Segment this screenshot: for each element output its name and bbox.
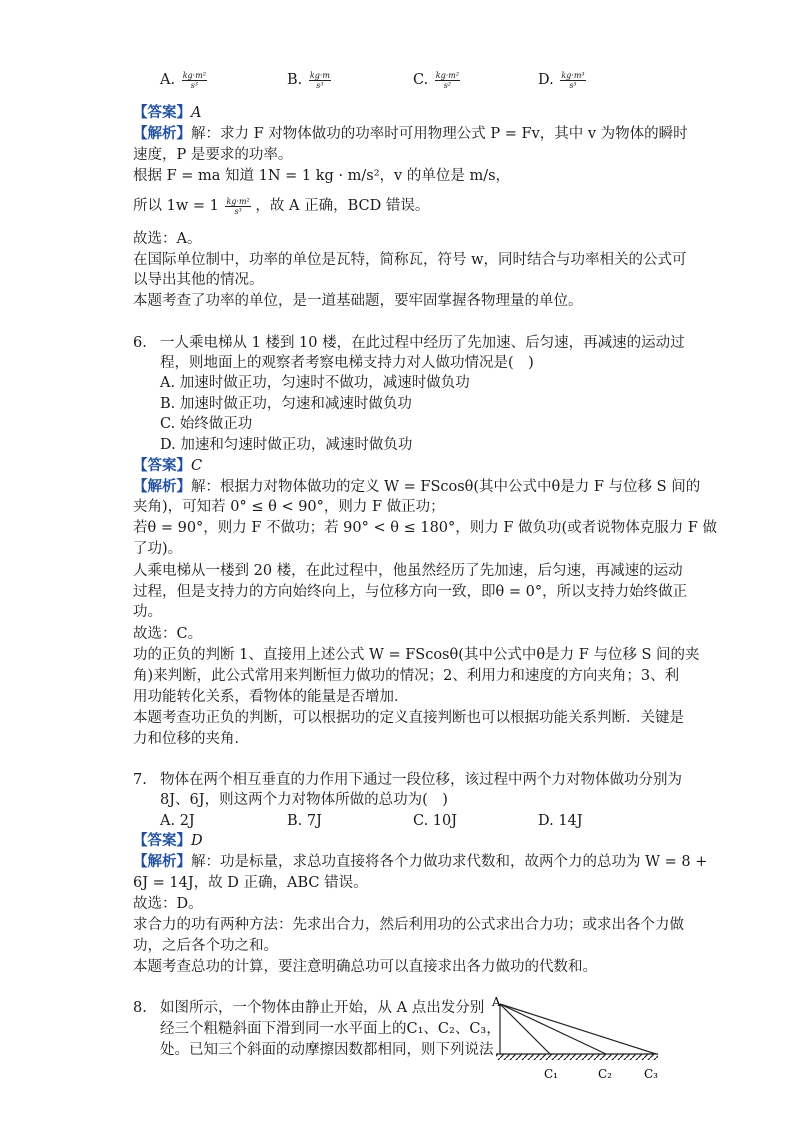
q6-analysis-line-2: 夹角)，可知若 0° ≤ θ < 90°，则力 F 做正功；: [133, 499, 445, 515]
q5-note-line-2: 以导出其他的情况。: [133, 272, 264, 288]
q6-option-c: C. 始终做正功: [160, 416, 253, 432]
q8-stem-line-2: 经三个粗糙斜面下滑到同一水平面上的C₁、C₂、C₃，: [160, 1021, 501, 1037]
q8-stem-line-3: 处。已知三个斜面的动摩擦因数都相同，则下列说法: [160, 1042, 494, 1058]
q5-option-b: B. $\frac{kg\cdot m}{\text{s³}}$: [287, 70, 330, 90]
q6-note-line-2: 角)来判断，此公式常用来判断恒力做功的情况；2、利用力和速度的方向夹角；3、利: [133, 668, 680, 684]
q6-note-line-1: 功的正负的判断 1、直接用上述公式 W = FScosθ(其中公式中θ是力 F 与位移 S 间的夹: [133, 647, 700, 663]
q7-option-a: A. 2J: [160, 813, 195, 829]
q7-summary: 本题考查总功的计算，要注意明确总功可以直接求出各力做功的代数和。: [133, 959, 597, 975]
ground-hatch: [496, 1054, 658, 1060]
q6-analysis-line-7: 功。: [133, 604, 162, 620]
q6-note-line-3: 用功能转化关系，看物体的能量是否增加．: [133, 689, 409, 705]
q5-analysis-line-4: 所以 1w = 1 $\frac{\text{kg·m²}}{\text{s³}}$ ，故 A 正确，BCD 错误。: [133, 196, 430, 216]
label-c2: C₂: [598, 1067, 612, 1081]
q6-option-d: D. 加速和匀速时做正功，减速时做负功: [160, 437, 413, 453]
q5-analysis-line-1: 【解析】解：求力 F 对物体做功的功率时可用物理公式 P = Fv，其中 v 为物体的瞬时: [133, 125, 688, 142]
q7-option-b: B. 7J: [287, 813, 322, 829]
q7-option-c: C. 10J: [413, 813, 458, 829]
q8-stem-line-1: 如图所示，一个物体由静止开始，从 A 点出发分别: [160, 1000, 485, 1016]
q5-note-line-1: 在国际单位制中，功率的单位是瓦特，简称瓦，符号 w，同时结合与功率相关的公式可: [133, 252, 687, 268]
q6-answer: 【答案】C: [133, 457, 203, 474]
q7-note-line-2: 功，之后各个功之和。: [133, 938, 278, 954]
incline-c3: [500, 1004, 656, 1054]
q7-stem-line-1: 物体在两个相互垂直的力作用下通过一段位移，该过程中两个力对物体做功分别为: [160, 772, 682, 788]
q6-analysis-line-1: 【解析】解：根据力对物体做功的定义 W = FScosθ(其中公式中θ是力 F 与位移 S 间的: [133, 478, 701, 495]
q6-summary-line-2: 力和位移的夹角．: [133, 731, 249, 747]
q5-summary: 本题考查了功率的单位，是一道基础题，要牢固掌握各物理量的单位。: [133, 293, 583, 309]
q7-choice: 故选：D。: [133, 896, 203, 912]
q5-option-c: C. $\frac{\text{kg·m²}}{\text{s²}}$: [413, 70, 460, 90]
q6-analysis-line-4: 了功)。: [133, 541, 183, 557]
q7-analysis-line-2: 6J = 14J，故 D 正确，ABC 错误。: [133, 875, 368, 891]
q7-answer: 【答案】D: [133, 832, 203, 849]
q5-answer: 【答案】A: [133, 104, 202, 121]
label-c1: C₁: [544, 1067, 558, 1081]
q7-note-line-1: 求合力的功有两种方法：先求出合力，然后利用功的公式求出合力功；或求出各个力做: [133, 917, 684, 933]
q7-option-d: D. 14J: [538, 813, 583, 829]
q6-option-a: A. 加速时做正功，匀速时不做功，减速时做负功: [160, 375, 470, 391]
q5-analysis-line-3: 根据 F = ma 知道 1N = 1 kg · m/s²，v 的单位是 m/s，: [133, 168, 511, 184]
q6-number: 6.: [133, 335, 147, 351]
q6-analysis-line-6: 过程，但是支持力的方向始终向上，与位移方向一致，即θ = 0°，所以支持力始终做正: [133, 584, 688, 600]
q7-analysis-line-1: 【解析】解：功是标量，求总功直接将各个力做功求代数和，故两个力的总功为 W = 8 +: [133, 853, 708, 870]
q6-stem-line-2: 程，则地面上的观察者考察电梯支持力对人做功情况是( ): [160, 355, 534, 371]
incline-c2: [500, 1004, 606, 1054]
q5-option-a: A. $\frac{\text{kg·m²}}{\text{s³}}$: [160, 70, 207, 90]
q5-choice: 故选：A。: [133, 231, 202, 247]
q6-stem-line-1: 一人乘电梯从 1 楼到 10 楼，在此过程中经历了先加速、后匀速，再减速的运动过: [160, 335, 685, 351]
label-c3: C₃: [644, 1067, 658, 1081]
q6-analysis-line-3: 若θ = 90°，则力 F 不做功；若 90° < θ ≤ 180°，则力 F 做负功(或者说物体克服力 F 做: [133, 520, 717, 536]
q6-option-b: B. 加速时做正功，匀速和减速时做负功: [160, 396, 412, 412]
q5-analysis-line-2: 速度，P 是要求的功率。: [133, 147, 293, 163]
incline-diagram: [488, 992, 668, 1084]
label-point-a: A: [492, 995, 501, 1009]
q8-number: 8.: [133, 1000, 147, 1016]
q6-choice: 故选：C。: [133, 626, 203, 642]
q7-stem-line-2: 8J、6J，则这两个力对物体所做的总功为( ): [160, 792, 448, 808]
q5-option-d: D. $\frac{\text{kg·m³}}{\text{s³}}$: [538, 70, 585, 90]
q6-analysis-line-5: 人乘电梯从一楼到 20 楼，在此过程中，他虽然经历了先加速，后匀速，再减速的运动: [133, 563, 683, 579]
q6-summary-line-1: 本题考查功正负的判断，可以根据功的定义直接判断也可以根据功能关系判断．关键是: [133, 710, 684, 726]
q7-number: 7.: [133, 772, 147, 788]
